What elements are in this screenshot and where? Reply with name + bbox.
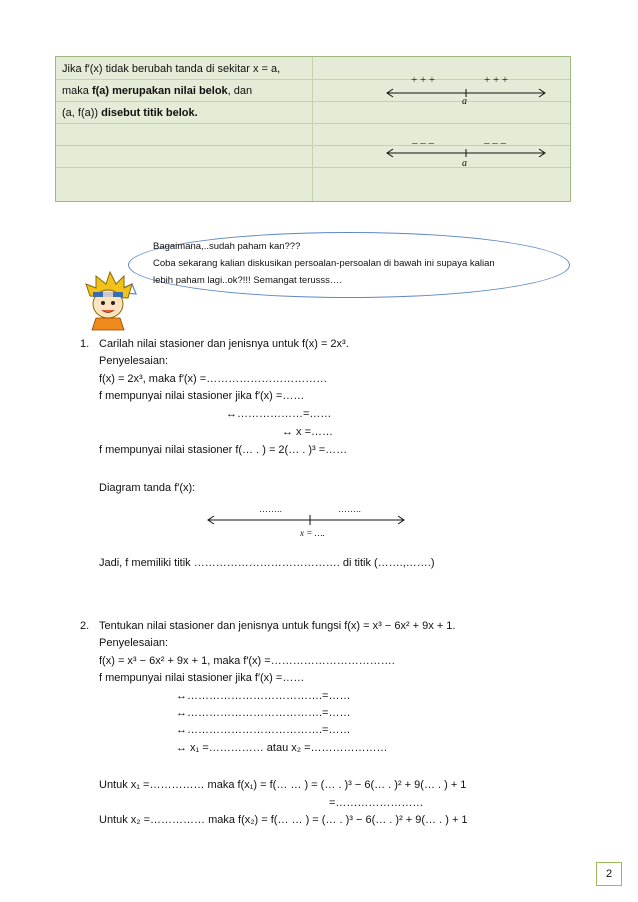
sign-diagram-positive [382,71,552,111]
problem1-step-4: ↔ x =…… [282,426,334,438]
diagram2-label: a [462,158,467,169]
problem1-diagram-label: Diagram tanda f′(x): [99,482,196,494]
problem2-number: 2. [80,620,90,632]
bubble-line-3: lebih paham lagi..ok?!!! Semangat terusss…. [153,275,343,286]
problem1-conclusion: Jadi, f memiliki titik …………………………………. di titik (…….,…….) [99,557,435,569]
problem1-step-1: f(x) = 2x³, maka f′(x) =…………………………… [99,373,328,385]
problem2-x2-line: Untuk x₂ =…………… maka f(x₂) = f(… … ) = (… . )³ − 6(… . )² + 9(… . ) + 1 [99,814,468,826]
problem1-question: Carilah nilai stasioner dan jenisnya untuk f(x) = 2x³. [99,338,349,350]
problem1-number: 1. [80,338,90,350]
definition-line-2-post: , dan [227,85,253,97]
problem2-step-5: ↔……………………………….=…… [176,724,351,736]
problem1-diagram-right: …….. [338,504,362,514]
definition-line-2-pre: maka [62,85,92,97]
problem1-step-3: ↔………………=…… [226,408,332,420]
problem2-step-2: f mempunyai nilai stasioner jika f′(x) =…… [99,672,305,684]
problem2-question: Tentukan nilai stasioner dan jenisnya untuk fungsi f(x) = x³ − 6x² + 9x + 1. [99,620,456,632]
problem2-step-1: f(x) = x³ − 6x² + 9x + 1, maka f′(x) =……………………………. [99,655,395,667]
problem1-diagram-xlabel: x = …. [300,528,325,538]
problem1-step-2: f mempunyai nilai stasioner jika f′(x) =…… [99,390,305,402]
definition-line-2 [62,84,252,98]
problem1-diagram-left: …….. [259,504,283,514]
problem2-solution-label: Penyelesaian: [99,637,169,649]
problem1-step-5: f mempunyai nilai stasioner f(… . ) = 2(… . )³ =…… [99,444,348,456]
problem2-step-6: ↔ x₁ =…………… atau x₂ =………………… [176,742,388,754]
definition-line-2-bold: f(a) merupakan nilai belok [91,85,228,97]
problem2-x1-result: =…………………… [329,797,424,809]
definition-line-3-pre: (a, f(a)) [62,107,102,119]
bubble-line-1: Bagaimana,..sudah paham kan??? [153,241,301,252]
diagram1-right-sign: + + + [484,74,509,86]
problem1-solution-label: Penyelesaian: [99,355,169,367]
definition-line-3 [62,106,198,120]
diagram2-left-sign: – – – [412,137,434,149]
page-number: 2 [596,862,622,886]
problem2-step-4: ↔……………………………….=…… [176,707,351,719]
problem1-sign-diagram [204,510,408,530]
bubble-line-2: Coba sekarang kalian diskusikan persoalan-persoalan di bawah ini supaya kalian [153,258,495,269]
diagram1-label: a [462,96,467,107]
problem2-x1-line: Untuk x₁ =…………… maka f(x₁) = f(… … ) = (… . )³ − 6(… . )² + 9(… . ) + 1 [99,779,467,791]
definition-line-3-bold: disebut titik belok. [101,107,198,119]
problem2-step-3: ↔……………………………….=…… [176,690,351,702]
mascot-icon [84,270,144,332]
diagram1-left-sign: + + + [411,74,436,86]
definition-box [55,56,571,202]
diagram2-right-sign: – – – [484,137,506,149]
definition-line-1: Jika f′(x) tidak berubah tanda di sekitar x = a, [62,63,281,75]
sign-diagram-negative [382,141,552,181]
